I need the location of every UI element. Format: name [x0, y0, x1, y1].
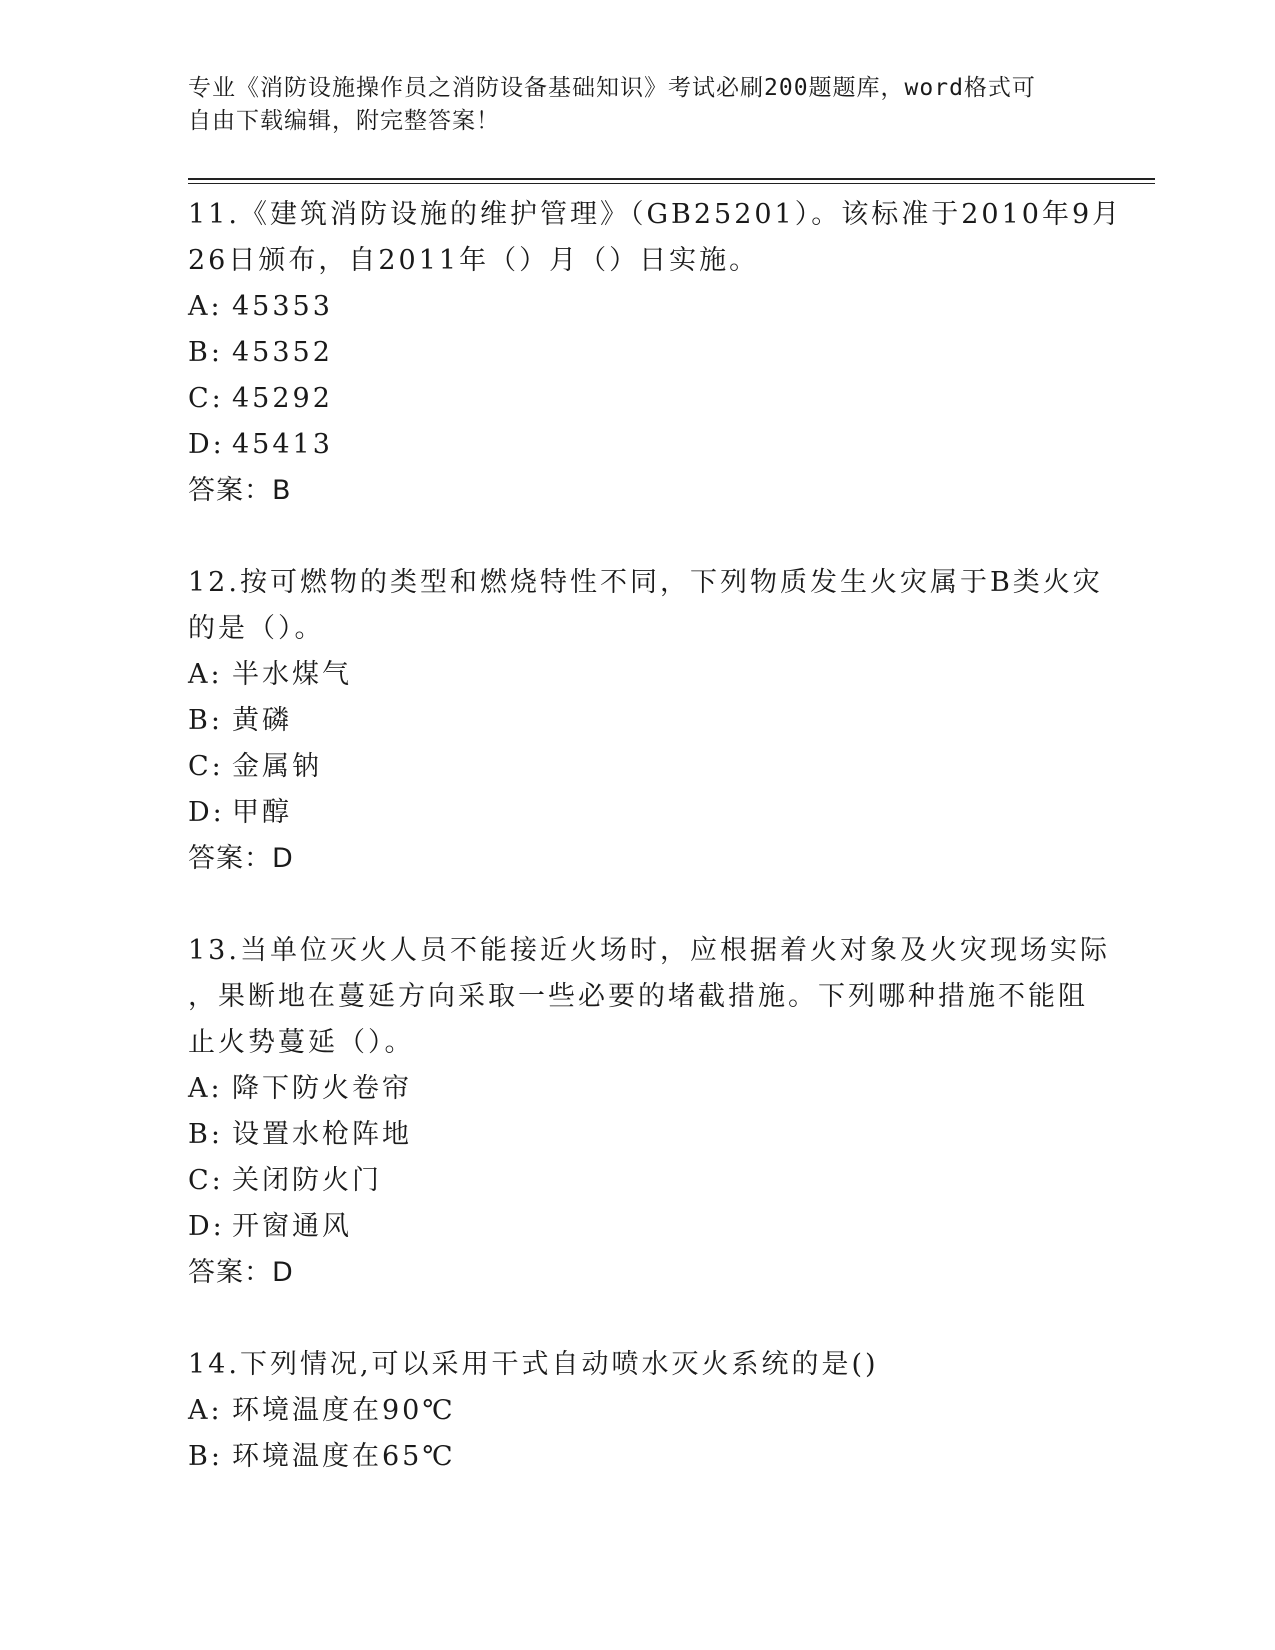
- option-text: 45352: [232, 337, 333, 368]
- option-label: C:: [188, 383, 224, 414]
- option-label: B:: [188, 1119, 223, 1150]
- option-text: 开窗通风: [232, 1211, 352, 1242]
- question-text-line: 26日颁布，自2011年（）月（）日实施。: [188, 245, 760, 276]
- question-text-line: 的是（）。: [188, 613, 325, 644]
- answer-line: 答案：D: [188, 1257, 294, 1288]
- option-d: [188, 422, 1088, 468]
- question-text-line: 止火势蔓延（）。: [188, 1027, 415, 1058]
- option-text: 45353: [232, 291, 333, 322]
- option-label: C:: [188, 1165, 224, 1196]
- header-line-2: 自由下载编辑，附完整答案！: [188, 108, 500, 134]
- option-a: [188, 284, 1088, 330]
- option-text: 设置水枪阵地: [232, 1119, 412, 1150]
- option-text: 甲醇: [232, 797, 292, 828]
- question-text-line: ，果断地在蔓延方向采取一些必要的堵截措施。下列哪种措施不能阻: [188, 981, 1088, 1012]
- option-c: [188, 1158, 1088, 1204]
- option-label: B:: [188, 1441, 223, 1472]
- option-b: [188, 1112, 1088, 1158]
- question-text-line: 14.下列情况,可以采用干式自动喷水灭火系统的是(): [188, 1349, 879, 1380]
- option-label: C:: [188, 751, 224, 782]
- question-11: [188, 192, 1123, 514]
- document-header: [188, 72, 1088, 138]
- option-label: B:: [188, 337, 223, 368]
- question-text-line: 13.当单位灭火人员不能接近火场时，应根据着火对象及火灾现场实际: [188, 935, 1110, 966]
- option-label: A:: [188, 291, 223, 322]
- answer-line: 答案：B: [188, 475, 292, 506]
- option-text: 环境温度在90℃: [232, 1395, 456, 1426]
- header-divider-thin: [188, 183, 1155, 184]
- question-13: [188, 928, 1110, 1296]
- option-label: A:: [188, 1395, 223, 1426]
- option-text: 45413: [232, 429, 333, 460]
- question-list: [188, 192, 1123, 1526]
- option-d: [188, 1204, 1088, 1250]
- option-label: D:: [188, 429, 225, 460]
- question-text-line: 11.《建筑消防设施的维护管理》（GB25201）。该标准于2010年9月: [188, 199, 1123, 230]
- header-divider-thick: [188, 178, 1155, 180]
- option-text: 黄磷: [232, 705, 292, 736]
- option-b: [188, 698, 1088, 744]
- option-label: A:: [188, 1073, 223, 1104]
- option-b: [188, 1434, 1088, 1480]
- option-a: [188, 1388, 1088, 1434]
- option-text: 关闭防火门: [232, 1165, 382, 1196]
- question-12: [188, 560, 1103, 882]
- answer-line: 答案：D: [188, 843, 294, 874]
- option-d: [188, 790, 1088, 836]
- question-text-line: 12.按可燃物的类型和燃烧特性不同，下列物质发生火灾属于B类火灾: [188, 567, 1103, 598]
- option-b: [188, 330, 1088, 376]
- option-text: 金属钠: [232, 751, 322, 782]
- option-text: 半水煤气: [232, 659, 352, 690]
- question-14: [188, 1342, 1088, 1480]
- option-label: D:: [188, 1211, 225, 1242]
- option-c: [188, 376, 1088, 422]
- option-text: 降下防火卷帘: [232, 1073, 412, 1104]
- option-a: [188, 1066, 1088, 1112]
- option-c: [188, 744, 1088, 790]
- option-text: 45292: [232, 383, 333, 414]
- option-label: B:: [188, 705, 223, 736]
- option-label: A:: [188, 659, 223, 690]
- option-text: 环境温度在65℃: [232, 1441, 456, 1472]
- header-line-1: 专业《消防设施操作员之消防设备基础知识》考试必刷200题题库，word格式可: [188, 75, 1036, 101]
- option-a: [188, 652, 1088, 698]
- option-label: D:: [188, 797, 225, 828]
